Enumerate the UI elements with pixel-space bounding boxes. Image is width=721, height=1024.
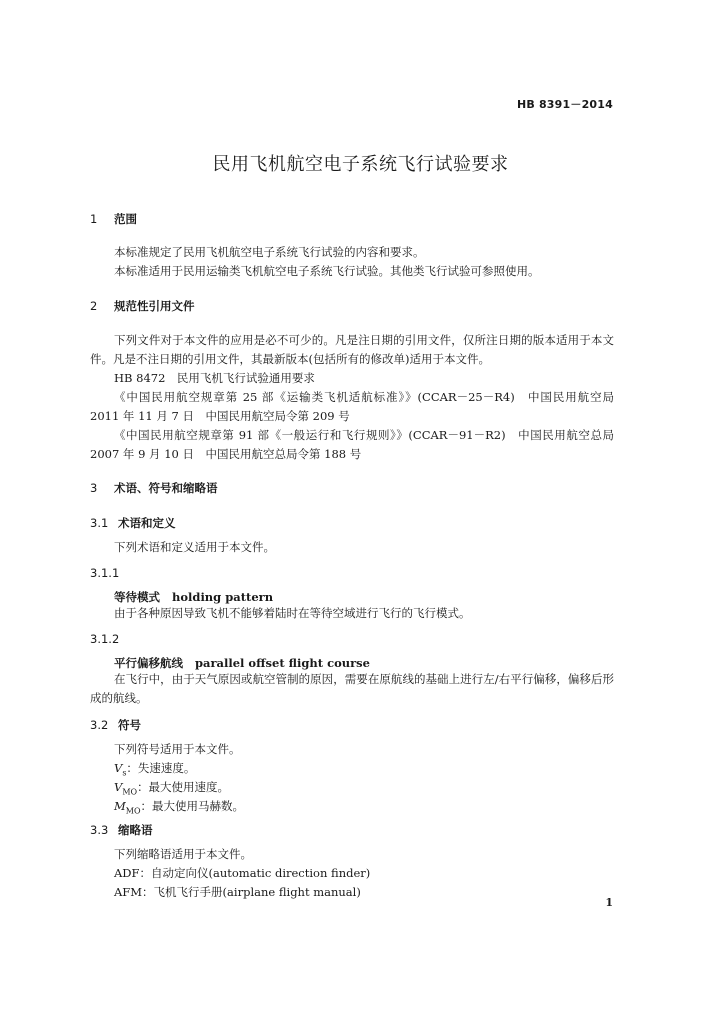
reference-item: 《中国民用航空规章第 91 部《一般运行和飞行规则》》(CCAR－91－R2) 中国民用航空总局 2007 年 9 月 10 日 中国民用航空总局令第 188 号	[90, 428, 614, 461]
symbol-description: ：失速速度。	[126, 761, 196, 775]
subsection-number: 3.2	[90, 718, 109, 732]
symbol-entry	[114, 797, 244, 820]
subsection-title: 缩略语	[118, 823, 153, 837]
section-title: 规范性引用文件	[114, 299, 195, 313]
section-number: 2	[90, 299, 98, 313]
term-chinese: 等待模式	[114, 590, 160, 604]
symbol-base: M	[114, 799, 126, 813]
standard-code: HB 8391－2014	[516, 98, 613, 111]
abbreviation-entry: AFM：飞机飞行手册(airplane flight manual)	[114, 885, 361, 899]
term-english: parallel offset flight course	[195, 656, 370, 670]
section-title: 术语、符号和缩略语	[114, 481, 218, 495]
reference-item: HB 8472 民用飞机飞行试验通用要求	[114, 371, 315, 385]
term-chinese: 平行偏移航线	[114, 656, 183, 670]
term-definition: 在飞行中，由于天气原因或航空管制的原因，需要在原航线的基础上进行左/右平行偏移，偏移后形成的航线。	[90, 672, 614, 705]
normative-intro: 下列文件对于本文件的应用是必不可少的。凡是注日期的引用文件，仅所注日期的版本适用于本文件。凡是不注日期的引用文件，其最新版本(包括所有的修改单)适用于本文件。	[90, 333, 614, 366]
term-definition: 由于各种原因导致飞机不能够着陆时在等待空域进行飞行的飞行模式。	[114, 606, 471, 620]
clause-number: 3.1.2	[90, 632, 120, 646]
symbol-subscript: MO	[125, 806, 141, 816]
subsection-title: 符号	[118, 718, 141, 732]
subsection-3-1-heading	[90, 515, 176, 531]
term-entry	[114, 655, 370, 671]
page-number: 1	[605, 896, 613, 909]
section-number: 3	[90, 481, 98, 495]
subsection-number: 3.1	[90, 516, 109, 530]
symbols-intro: 下列符号适用于本文件。	[114, 742, 241, 756]
section-title: 范围	[114, 212, 137, 226]
subsection-title: 术语和定义	[118, 516, 176, 530]
symbol-base: V	[114, 780, 123, 794]
symbol-base: V	[114, 761, 123, 775]
scope-line-2: 本标准适用于民用运输类飞机航空电子系统飞行试验。其他类飞行试验可参照使用。	[114, 264, 540, 278]
subsection-3-2-heading	[90, 717, 141, 733]
subsection-number: 3.3	[90, 823, 109, 837]
section-2-heading	[90, 298, 195, 314]
symbol-description: ：最大使用速度。	[137, 780, 230, 794]
term-entry	[114, 589, 273, 605]
subsection-3-3-heading	[90, 822, 153, 838]
section-1-heading	[90, 211, 137, 227]
reference-item: 《中国民用航空规章第 25 部《运输类飞机适航标准》》(CCAR－25－R4) 中国民用航空局 2011 年 11 月 7 日 中国民用航空局令第 209 号	[90, 390, 626, 423]
abbreviations-intro: 下列缩略语适用于本文件。	[114, 847, 252, 861]
symbol-subscript: MO	[122, 787, 138, 797]
symbol-subscript: s	[122, 768, 127, 778]
term-english: holding pattern	[172, 590, 274, 604]
clause-number: 3.1.1	[90, 566, 120, 580]
scope-line-1: 本标准规定了民用飞机航空电子系统飞行试验的内容和要求。	[114, 245, 425, 259]
section-3-heading	[90, 480, 218, 496]
section-number: 1	[90, 212, 98, 226]
symbol-description: ：最大使用马赫数。	[140, 799, 245, 813]
abbreviation-entry: ADF：自动定向仪(automatic direction finder)	[114, 866, 371, 880]
document-title: 民用飞机航空电子系统飞行试验要求	[212, 154, 509, 175]
terms-intro: 下列术语和定义适用于本文件。	[114, 540, 275, 554]
